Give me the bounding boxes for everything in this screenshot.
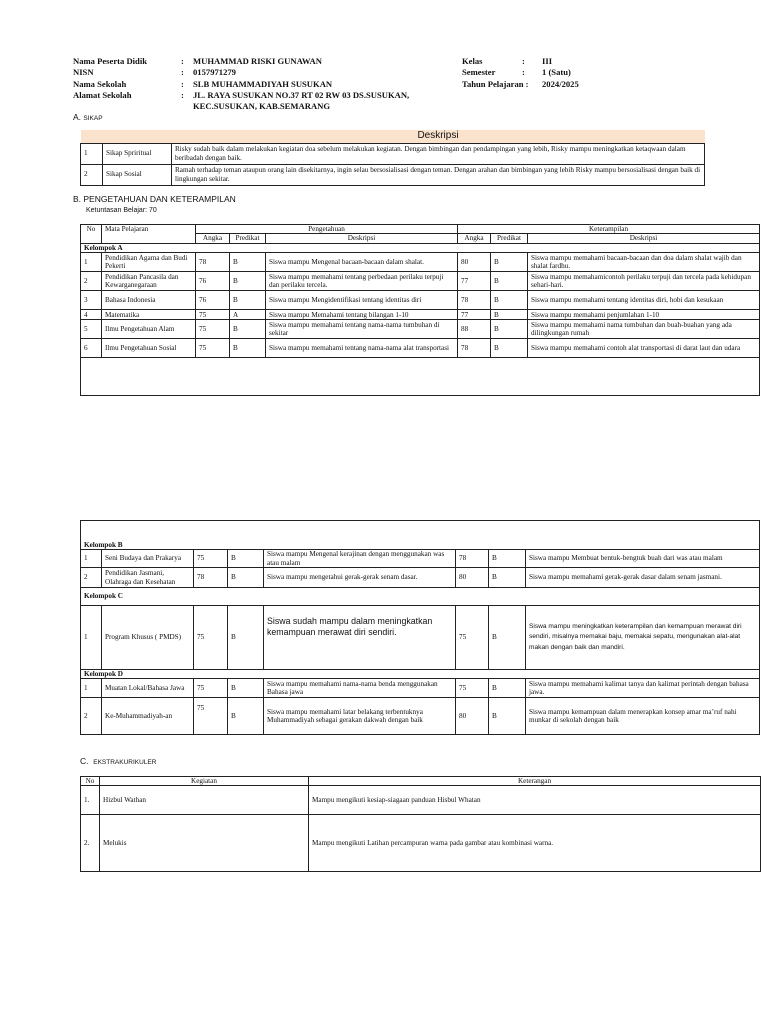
table-cell: Muatan Lokal/Bahasa Jawa	[102, 679, 194, 698]
table-cell: 76	[196, 272, 230, 291]
table-cell: 78	[196, 253, 230, 272]
section-a-title	[73, 112, 103, 122]
table-cell: Siswa mampu memahami bacaan-bacaan dan doa dalam shalat wajib dan shalat fardhu.	[528, 253, 760, 272]
table-cell: 88	[458, 320, 491, 339]
label-kelas: Kelas	[462, 56, 483, 66]
table-cell: Siswa mampu memahami nama-nama benda menggunakan Bahasa jawa	[264, 679, 456, 698]
col-keterangan: Keterangan	[309, 777, 761, 786]
label-nisn: NISN	[73, 67, 94, 77]
table-cell: 80	[458, 253, 491, 272]
table-cell: Siswa mampu meningkatkan keterampilan dan kemampuan merawat diri sendiri, misalnya memakai baju, memakai sepatu, mengunakan alat-alat makan dengan baik dan mandiri.	[526, 606, 760, 670]
table-cell: Matematika	[102, 310, 196, 320]
value-nama: MUHAMMAD RISKI GUNAWAN	[193, 56, 322, 66]
col-pengetahuan: Pengetahuan	[196, 225, 458, 234]
section-c-title	[80, 756, 156, 766]
table-cell: Siswa mampu memahami tentang nama-nama alat transportasi	[266, 339, 458, 358]
table-cell: 78	[194, 568, 228, 588]
table-row	[81, 786, 761, 815]
table-cell: Siswa mampu Mengidentifikasi tentang identitas diri	[266, 291, 458, 310]
table-cell: Siswa mampu memahami contoh alat transportasi di darat laut dan udara	[528, 339, 760, 358]
table-cell: Program Khusus ( PMDS)	[102, 606, 194, 670]
table-cell: 77	[458, 310, 491, 320]
table-cell: 78	[456, 550, 489, 568]
table-cell: 1	[81, 550, 102, 568]
table-cell: 1.	[81, 786, 100, 815]
group-label: Kelompok D	[81, 670, 760, 679]
table-cell: Siswa mampu memahami nama tumbuhan dan buah-buahan yang ada dilingkungan rumah	[528, 320, 760, 339]
table-cell: B	[489, 568, 526, 588]
table-cell: Seni Budaya dan Prakarya	[102, 550, 194, 568]
table-cell: Mampu mengikuti kesiap-siagaan panduan Hisbul Whatan	[309, 786, 761, 815]
table-cell: 5	[81, 320, 102, 339]
nilai-table-a	[80, 224, 760, 396]
table-row	[81, 606, 760, 670]
label-sekolah: Nama Sekolah	[73, 79, 127, 89]
table-cell: Siswa mampu memahami kalimat tanya dan kalimat perintah dengan bahasa jawa.	[526, 679, 760, 698]
table-cell: 78	[458, 291, 491, 310]
label-semester: Semester	[462, 67, 496, 77]
table-cell: B	[491, 253, 528, 272]
table-cell: Siswa mampu memahami tentang nama-nama tumbuhan di sekitar	[266, 320, 458, 339]
col-deskripsi: Deskripsi	[528, 234, 760, 243]
table-cell: 78	[458, 339, 491, 358]
table-cell: Siswa mampu Membuat bentuk-bengtuk buah dari was atau malam	[526, 550, 760, 568]
table-cell: 77	[458, 272, 491, 291]
table-row	[81, 320, 760, 339]
table-cell: Risky sudah baik dalam melakukan kegiatan doa sebelum melakukan kegiatan. Dengan bimbingan dan pendampingan yang lebih, Risky mampu meningkatkan ketaqwaan dalam beribadah dengan baik.	[172, 143, 705, 164]
table-cell: 75	[194, 550, 228, 568]
col-no: No	[81, 225, 102, 244]
section-a-letter: A.	[73, 112, 82, 122]
table-cell: Siswa mampu memahamicontoh perilaku terpuji dan tercela pada kehidupan sehari-hari.	[528, 272, 760, 291]
blank-row	[81, 358, 760, 396]
table-cell: Siswa mampu memahami tentang identitas diri, hobi dan kesukaan	[528, 291, 760, 310]
table-cell: Pendidikan Pancasila dan Kewarganegaraan	[102, 272, 196, 291]
table-cell: B	[491, 339, 528, 358]
table-cell: Ilmu Pengetahuan Alam	[102, 320, 196, 339]
table-cell: B	[230, 291, 266, 310]
table-row	[81, 815, 761, 872]
label-nama: Nama Peserta Didik	[73, 56, 147, 66]
table-cell: B	[491, 291, 528, 310]
table-cell: 4	[81, 310, 102, 320]
table-cell: B	[491, 320, 528, 339]
col-mapel: Mata Pelajaran	[102, 225, 196, 244]
table-cell: 2	[81, 568, 102, 588]
table-cell: B	[489, 606, 526, 670]
sikap-table	[80, 130, 705, 186]
table-cell: B	[230, 320, 266, 339]
table-cell: Ilmu Pengetahuan Sosial	[102, 339, 196, 358]
table-cell: 75	[196, 339, 230, 358]
table-cell: B	[491, 272, 528, 291]
value-alamat: JL. RAYA SUSUKAN NO.37 RT 02 RW 03 DS.SUSUKAN, KEC.SUSUKAN, KAB.SEMARANG	[193, 90, 410, 111]
table-cell: Siswa mampu Mengenal bacaan-bacaan dalam shalat.	[266, 253, 458, 272]
table-row	[81, 698, 760, 735]
table-cell: B	[228, 568, 264, 588]
table-cell: 1	[81, 679, 102, 698]
deskripsi-header: Deskripsi	[172, 130, 705, 143]
table-cell: Ke-Muhammadiyah-an	[102, 698, 194, 735]
table-cell: B	[228, 679, 264, 698]
table-cell: Siswa mampu memahami tentang perbedaan perilaku terpuji dan perilaku tercela.	[266, 272, 458, 291]
table-cell: 75	[196, 320, 230, 339]
group-label: Kelompok B	[81, 541, 760, 550]
value-sekolah: SLB MUHAMMADIYAH SUSUKAN	[193, 79, 333, 89]
kkm-note: Ketuntasan Belajar: 70	[86, 207, 157, 214]
table-cell: 2	[81, 698, 102, 735]
table-cell: 2.	[81, 815, 100, 872]
table-cell: Ramah terhadap teman ataupun orang lain disekitarnya, ingin selau bersosialisasi dengan teman. Dengan arahan dan bimbingan yang lebih Risky mampu bersosialisasi dengan baik di lingkungan sekitar.	[172, 164, 705, 185]
table-cell: 75	[194, 606, 228, 670]
table-row	[81, 679, 760, 698]
table-cell: Bahasa Indonesia	[102, 291, 196, 310]
table-row	[81, 568, 760, 588]
table-cell: B	[228, 698, 264, 735]
value-tahun: 2024/2025	[542, 79, 579, 89]
table-cell: Pendidikan Jasmani, Olahraga dan Kesehatan	[102, 568, 194, 588]
nilai-table-b	[80, 520, 760, 735]
colon: :	[181, 79, 184, 89]
ekstrakurikuler-table	[80, 776, 761, 872]
col-keterampilan: Keterampilan	[458, 225, 760, 234]
table-cell: Sikap Spriritual	[103, 143, 172, 164]
table-cell: 6	[81, 339, 102, 358]
table-cell: Melukis	[100, 815, 309, 872]
colon: :	[181, 56, 184, 66]
table-cell: 75	[196, 310, 230, 320]
label-tahun: Tahun Pelajaran :	[462, 79, 529, 89]
table-cell: B	[230, 339, 266, 358]
col-angka: Angka	[196, 234, 230, 243]
table-cell: 75	[456, 679, 489, 698]
table-cell: Mampu mengikuti Latihan percampuran warna pada gambar atau kombinasi warna.	[309, 815, 761, 872]
col-predikat: Predikat	[230, 234, 266, 243]
colon: :	[522, 67, 525, 77]
table-row	[81, 272, 760, 291]
table-cell: B	[230, 253, 266, 272]
table-cell: B	[228, 550, 264, 568]
section-a-name: SIKAP	[83, 115, 103, 122]
table-cell: B	[228, 606, 264, 670]
table-row	[81, 550, 760, 568]
table-cell: Siswa mampu Mengenal kerajinan dengan menggunakan was atau malam	[264, 550, 456, 568]
table-cell: B	[489, 550, 526, 568]
table-cell: Hizbul Wathan	[100, 786, 309, 815]
table-cell: Pendidikan Agama dan Budi Pekerti	[102, 253, 196, 272]
label-alamat: Alamat Sekolah	[73, 90, 132, 100]
table-cell: Siswa mampu Memahami tentang bilangan 1-10	[266, 310, 458, 320]
table-cell: 80	[456, 568, 489, 588]
colon: :	[181, 67, 184, 77]
table-row	[81, 339, 760, 358]
table-cell: 1	[81, 143, 103, 164]
value-kelas: III	[542, 56, 553, 66]
table-cell: 75	[456, 606, 489, 670]
table-cell: 75	[194, 698, 228, 735]
colon: :	[181, 90, 184, 100]
table-cell: Siswa mampu memahami penjumlahan 1-10	[528, 310, 760, 320]
table-cell: Siswa mampu memahami gerak-gerak dasar dalam senam jasmani.	[526, 568, 760, 588]
table-cell: A	[230, 310, 266, 320]
table-cell: Siswa mampu kemampuan dalam menerapkan konsep amar ma’ruf nahi munkar di sekolah dengan baik	[526, 698, 760, 735]
table-cell: 2	[81, 164, 103, 185]
colon: :	[522, 56, 525, 66]
table-cell: Siswa sudah mampu dalam meningkatkan kemampuan merawat diri sendiri.	[264, 606, 456, 670]
table-row	[81, 291, 760, 310]
table-cell: 3	[81, 291, 102, 310]
section-b-title: B. PENGETAHUAN DAN KETERAMPILAN	[73, 194, 236, 204]
group-label: Kelompok C	[81, 588, 760, 606]
table-cell: B	[489, 679, 526, 698]
table-cell: Siswa mampu memahami latar belakang terbentuknya Muhammadiyah sebagai gerakan dakwah dengan baik	[264, 698, 456, 735]
group-label: Kelompok A	[81, 243, 760, 252]
table-cell: 80	[456, 698, 489, 735]
section-c-name: EKSTRAKURIKULER	[93, 759, 157, 766]
table-row	[81, 310, 760, 320]
table-cell: B	[230, 272, 266, 291]
table-cell: 2	[81, 272, 102, 291]
table-cell: Siswa mampu mengetahui gerak-gerak senam dasar.	[264, 568, 456, 588]
col-kegiatan: Kegiatan	[100, 777, 309, 786]
table-cell: 75	[194, 679, 228, 698]
table-cell: Sikap Sosial	[103, 164, 172, 185]
col-no: No	[81, 777, 100, 786]
col-angka: Angka	[458, 234, 491, 243]
table-cell: 76	[196, 291, 230, 310]
table-cell: B	[489, 698, 526, 735]
value-nisn: 0157971279	[193, 67, 236, 77]
section-c-letter: C.	[80, 756, 89, 766]
table-row	[81, 253, 760, 272]
col-deskripsi: Deskripsi	[266, 234, 458, 243]
table-cell: 1	[81, 606, 102, 670]
table-cell: B	[491, 310, 528, 320]
col-predikat: Predikat	[491, 234, 528, 243]
table-cell: 1	[81, 253, 102, 272]
value-semester: 1 (Satu)	[542, 67, 571, 77]
